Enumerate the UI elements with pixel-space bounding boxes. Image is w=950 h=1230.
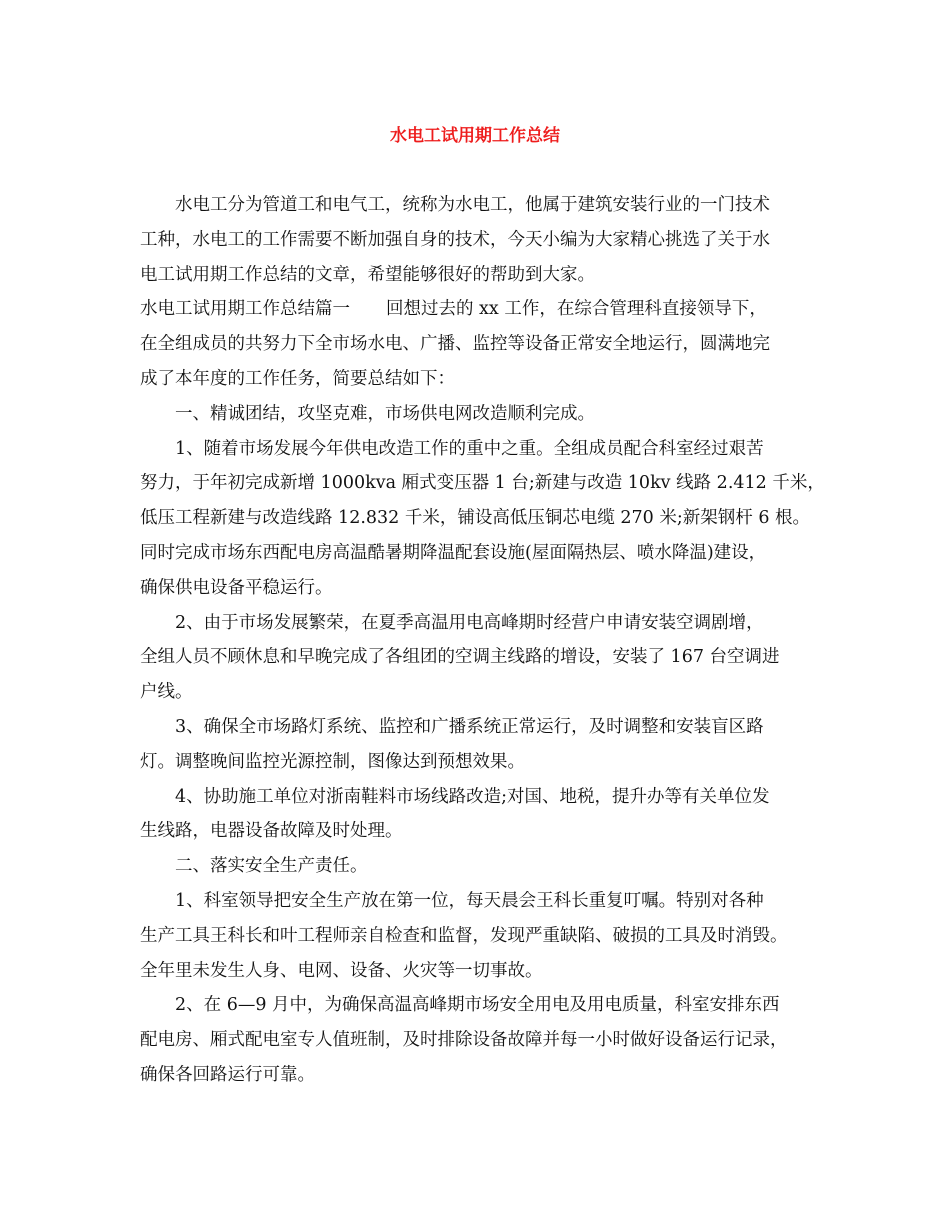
paragraph-line: 水电工分为管道工和电气工，统称为水电工，他属于建筑安装行业的一门技术 [175,195,770,215]
paragraph-line: 在全组成员的共努力下全市场水电、广播、监控等设备正常安全地运行，圆满地完 [140,334,770,355]
paragraph-line: 3、确保全市场路灯系统、监控和广播系统正常运行，及时调整和安装盲区路 [175,716,764,737]
paragraph-line: 工种，水电工的工作需要不断加强自身的技术，今天小编为大家精心挑选了关于水 [140,229,770,250]
paragraph-line: 努力，于年初完成新增 1000kva 厢式变压器 1 台;新建与改造 10kv 线路 2.412 千米， [140,473,825,494]
paragraph-line: 二、落实安全生产责任。 [175,856,368,877]
paragraph-line: 生线路，电器设备故障及时处理。 [140,821,403,842]
paragraph-line: 成了本年度的工作任务，简要总结如下： [140,368,455,389]
paragraph-line: 4、协助施工单位对浙南鞋料市场线路改造;对国、地税，提升办等有关单位发 [175,786,770,807]
paragraph-line: 灯。调整晚间监控光源控制，图像达到预想效果。 [140,751,525,772]
paragraph-line: 低压工程新建与改造线路 12.832 千米，铺设高低压铜芯电缆 270 米;新架钢杆 6 根。 [140,508,811,529]
paragraph-line: 全组人员不顾休息和早晚完成了各组团的空调主线路的增设，安装了 167 台空调进 [140,647,780,668]
paragraph-line: 全年里未发生人身、电网、设备、火灾等一切事故。 [140,960,543,981]
section-heading: 水电工试用期工作总结篇一 [140,299,350,320]
paragraph-line: 2、在 6—9 月中，为确保高温高峰期市场安全用电及用电质量，科室安排东西 [175,995,780,1016]
paragraph-line: 2、由于市场发展繁荣，在夏季高温用电高峰期时经营户申请安装空调剧增， [175,612,764,633]
document-title: 水电工试用期工作总结 [390,126,560,146]
section-heading-line [140,292,828,327]
paragraph-line: 确保供电设备平稳运行。 [140,577,333,598]
paragraph-line: 生产工具王科长和叶工程师亲自检查和监督，发现严重缺陷、破损的工具及时消毁。 [140,925,788,946]
paragraph-line: 同时完成市场东西配电房高温酷暑期降温配套设施(屋面隔热层、喷水降温)建设， [140,542,767,563]
paragraph-line: 一、精诚团结，攻坚克难，市场供电网改造顺利完成。 [175,403,595,424]
paragraph-line: 电工试用期工作总结的文章，希望能够很好的帮助到大家。 [140,264,595,285]
paragraph-line: 配电房、厢式配电室专人值班制，及时排除设备故障并每一小时做好设备运行记录， [140,1030,788,1051]
document-body [140,188,828,1093]
paragraph-line: 户线。 [140,682,193,703]
paragraph-line: 1、随着市场发展今年供电改造工作的重中之重。全组成员配合科室经过艰苦 [175,438,764,459]
paragraph-line: 1、科室领导把安全生产放在第一位，每天晨会王科长重复叮嘱。特别对各种 [175,890,764,911]
paragraph-line: 确保各回路运行可靠。 [140,1064,315,1085]
paragraph-text: 回想过去的 xx 工作，在综合管理科直接领导下， [386,299,767,320]
